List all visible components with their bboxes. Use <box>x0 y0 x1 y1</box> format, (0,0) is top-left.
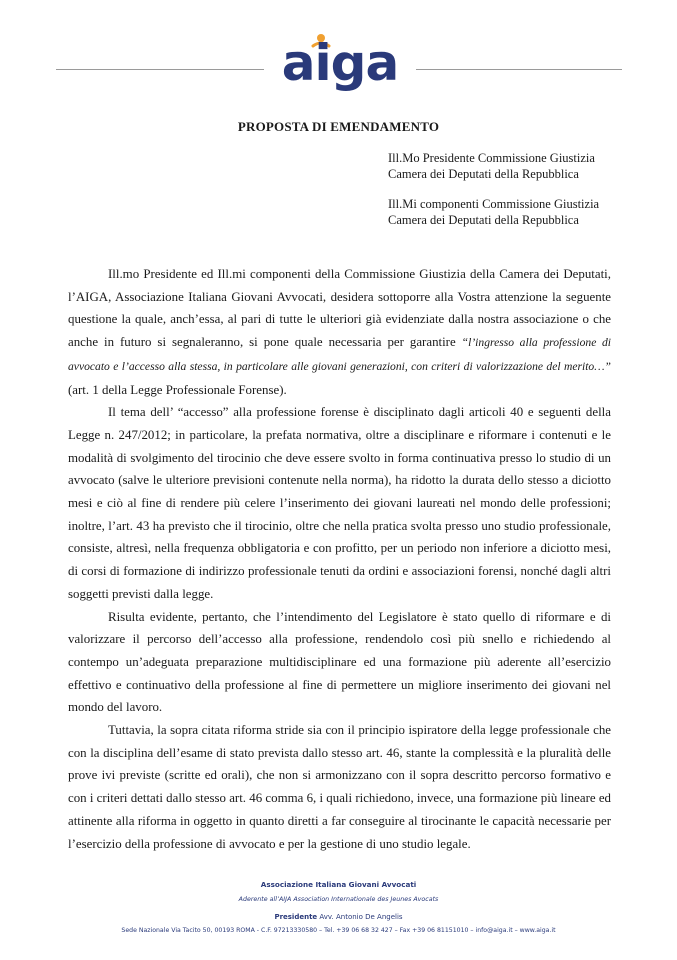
document-title: PROPOSTA DI EMENDAMENTO <box>237 119 440 134</box>
addressee-president <box>388 150 595 182</box>
footer-org-name: Associazione Italiana Giovani Avvocati <box>260 880 417 889</box>
addressee-line: Camera dei Deputati della Repubblica <box>388 213 579 227</box>
footer-president <box>0 913 677 921</box>
header-rule-right <box>416 69 622 70</box>
footer-contacts: Sede Nazionale Via Tacito 50, 00193 ROMA - C.F. 97213330580 – Tel. +39 06 68 32 427 – Fax +39 06 81151010 – info@aiga.it – www.aiga.it <box>121 927 556 934</box>
paragraph-text: (art. 1 della Legge Professionale Forense). <box>68 382 287 397</box>
footer-president-label: Presidente <box>274 913 318 921</box>
footer-president-name: Avv. Antonio De Angelis <box>319 913 403 921</box>
paragraph-text: Ill.mo Presidente ed Ill.mi componenti della Commissione Giustizia della Camera dei Deputati, l’AIGA, Associazione Italiana Giovani Avvocati, desidera sottoporre alla Vostra attenzione la seguente questione la quale, anch’essa, al pari di tutte le ulteriori già evidenziate dalla nostra associazione o che anche in futuro si segnaleranno, si pone quale necessaria per garantire <box>68 267 611 350</box>
addressee-line: Ill.Mi componenti Commissione Giustizia <box>388 197 600 211</box>
addressee-line: Camera dei Deputati della Repubblica <box>388 167 579 181</box>
quoted-article-text: “l’ingresso alla professione di avvocato e l’accesso alla stessa, in particolare alle giovani generazioni, con criteri di valorizzazione del merito…” <box>68 336 612 373</box>
letter-body <box>68 263 611 855</box>
paragraph-access: Il tema dell’ “accesso” alla professione forense è disciplinato dagli articoli 40 e seguenti della Legge n. 247/2012; in particolare, la prefata normativa, oltre a disciplinare e riformare i contenuti e le modalità di svolgimento del tirocinio che deve essere svolto in forma continuativa presso lo studio di un avvocato (salve le ulteriore previsioni contenute nella norma), ha ridotto la durata dello stesso a diciotto mesi e ciò al fine di rendere più celere l’inserimento dei giovani laureati nel mondo delle professioni; inoltre, l’art. 43 ha previsto che il tirocinio, oltre che nella pratica svolta presso uno studio professionale, consiste, altresì, nella frequenza obbligatoria e con profitto, per un periodo non inferiore a diciotto mesi, di corsi di formazione di indirizzo professionale tenuti da ordini e associazioni forensi, nonché dagli altri soggetti previsti dalla legge. <box>68 405 611 601</box>
paragraph-legislator: Risulta evidente, pertanto, che l’intendimento del Legislatore è stato quello di riformare e di valorizzare il percorso dell’accesso alla professione, rendendolo così più snello e richiedendo al contempo un’adeguata preparazione multidisciplinare ed una formazione più aderente all’esercizio effettivo e continuativo della professione al fine di permettere un migliore inserimento dei giovani nel mondo del lavoro. <box>68 609 611 715</box>
aiga-logo <box>278 33 402 103</box>
paragraph-reform: Tuttavia, la sopra citata riforma stride sia con il principio ispiratore della legge professionale che con la disciplina dell’esame di stato prevista dallo stesso art. 46, stante la complessità e la pluralità delle prove ivi previste (scritte ed orali), che non si armonizzano con il sopra descritto percorso formativo e con i criteri dettati dallo stesso art. 46 comma 6, i quali richiedono, invece, una formazione più lineare ed attinente alla riforma in oggetto in quanto diretti a far conseguire al tirocinante le capacità necessarie per l’esercizio della professione di avvocato e per la gestione di uno studio legale. <box>68 723 611 851</box>
addressee-members <box>388 196 599 228</box>
addressee-line: Ill.Mo Presidente Commissione Giustizia <box>388 151 595 165</box>
header-rule-left <box>56 69 264 70</box>
footer-affiliation: Aderente all’AIJA Association Internationale des Jeunes Avocats <box>238 896 439 903</box>
logo-text: aiga <box>281 34 399 92</box>
paragraph-intro <box>68 263 611 401</box>
